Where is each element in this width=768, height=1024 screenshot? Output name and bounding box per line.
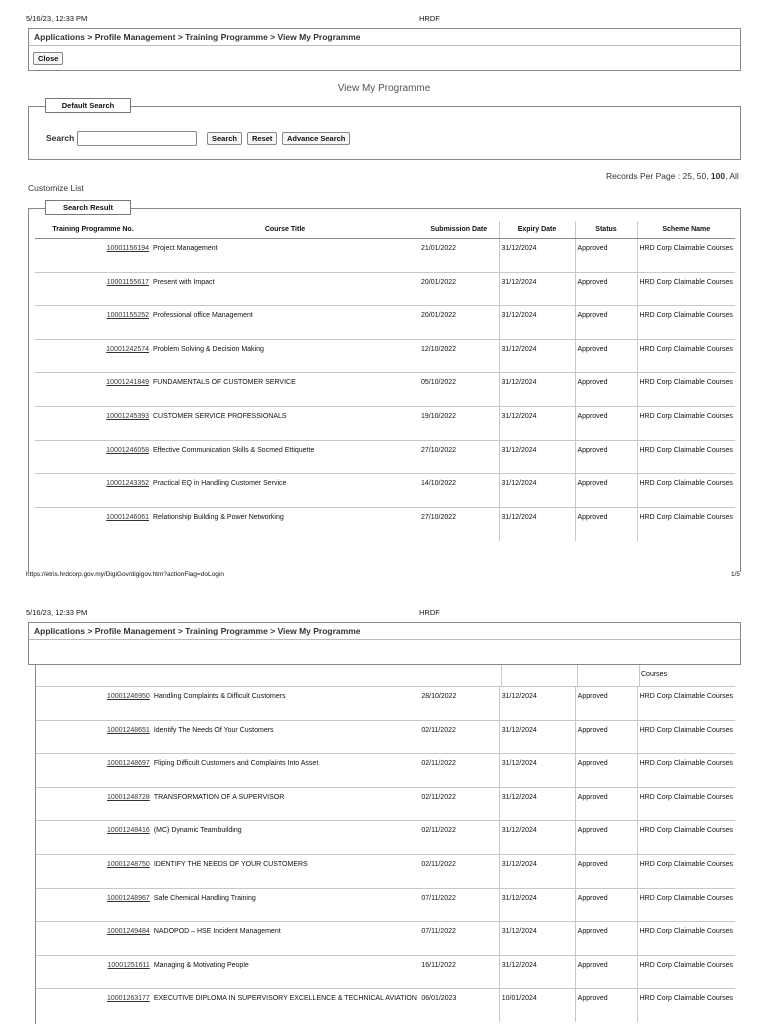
- default-search-legend: Default Search: [45, 98, 131, 113]
- status: Approved: [575, 306, 637, 340]
- submission-date: 07/11/2022: [419, 922, 499, 956]
- scheme-name: HRD Corp Claimable Courses: [637, 687, 735, 721]
- partial-scheme: Courses: [641, 671, 668, 678]
- status: Approved: [575, 821, 637, 855]
- breadcrumb: Applications > Profile Management > Training Programme > View My Programme: [29, 29, 740, 46]
- col-expiry-date[interactable]: Expiry Date: [499, 221, 575, 239]
- breadcrumb-panel-page2: [28, 622, 741, 665]
- cell-programme-no: [36, 888, 152, 922]
- scheme-name: HRD Corp Claimable Courses: [637, 888, 735, 922]
- print-title: HRDF: [419, 14, 440, 23]
- submission-date: 02/11/2022: [419, 720, 499, 754]
- search-label: Search: [46, 133, 75, 143]
- cell-programme-no: [35, 373, 151, 407]
- programme-no-link[interactable]: 10001263177: [107, 995, 150, 1003]
- course-title: Practical EQ in Handling Customer Service: [151, 474, 419, 508]
- expiry-date: 31/12/2024: [499, 272, 575, 306]
- cell-programme-no: [35, 339, 151, 373]
- scheme-name: HRD Corp Claimable Courses: [637, 854, 735, 888]
- submission-date: 20/01/2022: [419, 306, 499, 340]
- table-row: [35, 339, 735, 373]
- table-row: [36, 720, 735, 754]
- records-per-page-options[interactable]: Records Per Page : 25, 50,: [606, 171, 711, 181]
- status: Approved: [575, 922, 637, 956]
- status: Approved: [575, 440, 637, 474]
- submission-date: 27/10/2022: [419, 507, 499, 541]
- scheme-name: HRD Corp Claimable Courses: [637, 821, 735, 855]
- programme-no-link[interactable]: 10001249484: [107, 928, 150, 936]
- programme-no-link[interactable]: 10001246950: [107, 693, 150, 700]
- programme-no-link[interactable]: 10001248750: [107, 860, 150, 868]
- expiry-date: 31/12/2024: [499, 854, 575, 888]
- footer-page: 1/5: [731, 571, 741, 578]
- submission-date: 02/11/2022: [419, 787, 499, 821]
- course-title: CUSTOMER SERVICE PROFESSIONALS: [151, 406, 419, 440]
- result-table-page1: [35, 221, 735, 541]
- programme-no-link[interactable]: 10001155252: [106, 312, 149, 320]
- scheme-name: HRD Corp Claimable Courses: [637, 474, 735, 508]
- table-row: [35, 239, 735, 273]
- submission-date: 02/11/2022: [419, 821, 499, 855]
- col-training-programme-no[interactable]: Training Programme No.: [35, 221, 151, 239]
- result-table-page2: [36, 686, 735, 1022]
- submission-date: 28/10/2022: [419, 687, 499, 721]
- submission-date: 02/11/2022: [419, 754, 499, 788]
- breadcrumb-page2: Applications > Profile Management > Training Programme > View My Programme: [29, 623, 740, 640]
- programme-no-link[interactable]: 10001248697: [107, 760, 150, 768]
- status: Approved: [575, 373, 637, 407]
- cell-programme-no: [36, 720, 152, 754]
- expiry-date: 31/12/2024: [499, 306, 575, 340]
- status: Approved: [575, 854, 637, 888]
- course-title: EXECUTIVE DIPLOMA IN SUPERVISORY EXCELLENCE & TECHNICAL AVIATION: [152, 989, 420, 1023]
- status: Approved: [575, 989, 637, 1023]
- expiry-date: 31/12/2024: [499, 720, 575, 754]
- cell-programme-no: [35, 306, 151, 340]
- cell-programme-no: [35, 239, 151, 273]
- print-datetime: 5/16/23, 12:33 PM: [26, 14, 88, 23]
- submission-date: 12/10/2022: [419, 339, 499, 373]
- cell-programme-no: [35, 507, 151, 541]
- course-title: Identify The Needs Of Your Customers: [152, 720, 420, 754]
- cell-programme-no: [36, 787, 152, 821]
- scheme-name: HRD Corp Claimable Courses: [637, 787, 735, 821]
- course-title: Handling Complaints & Difficult Customers: [152, 687, 420, 721]
- print-datetime-page2: 5/16/23, 12:33 PM: [26, 608, 88, 617]
- course-title: Fliping Difficult Customers and Complaints Into Asset: [152, 754, 420, 788]
- programme-no-link[interactable]: 10001243352: [106, 480, 149, 488]
- expiry-date: 31/12/2024: [499, 922, 575, 956]
- scheme-name: HRD Corp Claimable Courses: [637, 239, 735, 273]
- expiry-date: 31/12/2024: [499, 787, 575, 821]
- course-title: Professional office Management: [151, 306, 419, 340]
- course-title: NADOPOD – HSE Incident Management: [152, 922, 420, 956]
- submission-date: 02/11/2022: [419, 854, 499, 888]
- status: Approved: [575, 720, 637, 754]
- print-title-page2: HRDF: [419, 608, 440, 617]
- programme-no-link[interactable]: 10001248728: [107, 793, 150, 801]
- scheme-name: HRD Corp Claimable Courses: [637, 440, 735, 474]
- expiry-date: 31/12/2024: [499, 373, 575, 407]
- close-button[interactable]: Close: [33, 52, 63, 65]
- expiry-date: 31/12/2024: [499, 239, 575, 273]
- expiry-date: 31/12/2024: [499, 754, 575, 788]
- table-row: [35, 507, 735, 541]
- advance-search-button[interactable]: Advance Search: [282, 132, 350, 145]
- scheme-name: HRD Corp Claimable Courses: [637, 339, 735, 373]
- table-row: [36, 787, 735, 821]
- status: Approved: [575, 272, 637, 306]
- submission-date: 05/10/2022: [419, 373, 499, 407]
- page-title: View My Programme: [337, 83, 431, 94]
- cell-programme-no: [35, 272, 151, 306]
- cell-programme-no: [36, 854, 152, 888]
- cell-programme-no: [36, 989, 152, 1023]
- course-title: Problem Solving & Decision Making: [151, 339, 419, 373]
- table-row: [36, 888, 735, 922]
- status: Approved: [575, 754, 637, 788]
- expiry-date: 31/12/2024: [499, 888, 575, 922]
- table-row: [36, 854, 735, 888]
- expiry-date: 10/01/2024: [499, 989, 575, 1023]
- course-title: TRANSFORMATION OF A SUPERVISOR: [152, 787, 420, 821]
- scheme-name: HRD Corp Claimable Courses: [637, 754, 735, 788]
- expiry-date: 31/12/2024: [499, 955, 575, 989]
- table-row: [36, 687, 735, 721]
- submission-date: 06/01/2023: [419, 989, 499, 1023]
- expiry-date: 31/12/2024: [499, 474, 575, 508]
- cell-programme-no: [36, 821, 152, 855]
- cell-programme-no: [35, 474, 151, 508]
- search-result-legend: Search Result: [45, 200, 131, 215]
- records-per-page[interactable]: [606, 171, 739, 181]
- footer-url: https://etris.hrdcorp.gov.my/DigiGov/digigov.htm?actionFlag=doLogin: [26, 571, 224, 578]
- course-title: Safe Chemical Handling Training: [152, 888, 420, 922]
- scheme-name: HRD Corp Claimable Courses: [637, 373, 735, 407]
- col-course-title[interactable]: Course Title: [151, 221, 419, 239]
- scheme-name: HRD Corp Claimable Courses: [637, 720, 735, 754]
- cell-programme-no: [35, 440, 151, 474]
- result-table-page2-wrap: [35, 665, 735, 1024]
- cell-programme-no: [36, 754, 152, 788]
- status: Approved: [575, 888, 637, 922]
- status: Approved: [575, 787, 637, 821]
- table-row: [35, 272, 735, 306]
- cell-programme-no: [36, 922, 152, 956]
- col-status[interactable]: Status: [575, 221, 637, 239]
- scheme-name: HRD Corp Claimable Courses: [637, 955, 735, 989]
- table-row: [36, 821, 735, 855]
- expiry-date: 31/12/2024: [499, 339, 575, 373]
- col-scheme-name[interactable]: Scheme Name: [637, 221, 735, 239]
- programme-no-link[interactable]: 10001155617: [106, 278, 149, 286]
- submission-date: 14/10/2022: [419, 474, 499, 508]
- expiry-date: 31/12/2024: [499, 406, 575, 440]
- programme-no-link[interactable]: 10001248416: [107, 827, 150, 835]
- table-row: [35, 474, 735, 508]
- status: Approved: [575, 687, 637, 721]
- table-row: [35, 406, 735, 440]
- table-row: [36, 754, 735, 788]
- customize-list-link[interactable]: Customize List: [28, 183, 84, 193]
- status: Approved: [575, 406, 637, 440]
- programme-no-link[interactable]: 10001241849: [106, 379, 149, 387]
- records-per-page-all[interactable]: , All: [725, 171, 739, 181]
- status: Approved: [575, 955, 637, 989]
- expiry-date: 31/12/2024: [499, 440, 575, 474]
- records-per-page-current: 100: [710, 171, 726, 181]
- status: Approved: [575, 507, 637, 541]
- search-button[interactable]: Search: [207, 132, 242, 145]
- course-title: Project Management: [151, 239, 419, 273]
- submission-date: 20/01/2022: [419, 272, 499, 306]
- cell-programme-no: [36, 955, 152, 989]
- programme-no-link[interactable]: 10001156194: [106, 245, 149, 252]
- reset-button[interactable]: Reset: [247, 132, 277, 145]
- cell-programme-no: [35, 406, 151, 440]
- programme-no-link[interactable]: 10001246058: [106, 446, 149, 454]
- table-row: [36, 955, 735, 989]
- table-row: [35, 373, 735, 407]
- programme-no-link[interactable]: 10001245393: [106, 412, 149, 420]
- programme-no-link[interactable]: 10001248967: [107, 894, 150, 902]
- col-submission-date[interactable]: Submission Date: [419, 221, 499, 239]
- programme-no-link[interactable]: 10001251611: [107, 961, 150, 969]
- submission-date: 27/10/2022: [419, 440, 499, 474]
- programme-no-link[interactable]: 10001246061: [106, 513, 149, 521]
- breadcrumb-panel: [28, 28, 741, 71]
- scheme-name: HRD Corp Claimable Courses: [637, 272, 735, 306]
- scheme-name: HRD Corp Claimable Courses: [637, 406, 735, 440]
- course-title: FUNDAMENTALS OF CUSTOMER SERVICE: [151, 373, 419, 407]
- status: Approved: [575, 239, 637, 273]
- scheme-name: HRD Corp Claimable Courses: [637, 306, 735, 340]
- expiry-date: 31/12/2024: [499, 821, 575, 855]
- scheme-name: HRD Corp Claimable Courses: [637, 922, 735, 956]
- expiry-date: 31/12/2024: [499, 687, 575, 721]
- partial-row: [36, 665, 735, 686]
- search-input[interactable]: [77, 131, 197, 146]
- course-title: IDENTIFY THE NEEDS OF YOUR CUSTOMERS: [152, 854, 420, 888]
- result-table-page1-wrap: [35, 221, 735, 541]
- programme-no-link[interactable]: 10001248651: [107, 726, 150, 734]
- table-row: [36, 989, 735, 1023]
- status: Approved: [575, 339, 637, 373]
- table-row: [36, 922, 735, 956]
- scheme-name: HRD Corp Claimable Courses: [637, 507, 735, 541]
- expiry-date: 31/12/2024: [499, 507, 575, 541]
- course-title: Effective Communication Skills & Socmed Ettiquette: [151, 440, 419, 474]
- submission-date: 21/01/2022: [419, 239, 499, 273]
- cell-programme-no: [36, 687, 152, 721]
- course-title: Managing & Motivating People: [152, 955, 420, 989]
- submission-date: 07/11/2022: [419, 888, 499, 922]
- course-title: (MC) Dynamic Teambuilding: [152, 821, 420, 855]
- submission-date: 19/10/2022: [419, 406, 499, 440]
- table-row: [35, 440, 735, 474]
- submission-date: 16/11/2022: [419, 955, 499, 989]
- scheme-name: HRD Corp Claimable Courses: [637, 989, 735, 1023]
- course-title: Relationship Building & Power Networking: [151, 507, 419, 541]
- table-row: [35, 306, 735, 340]
- programme-no-link[interactable]: 10001242574: [106, 345, 149, 353]
- status: Approved: [575, 474, 637, 508]
- course-title: Present with Impact: [151, 272, 419, 306]
